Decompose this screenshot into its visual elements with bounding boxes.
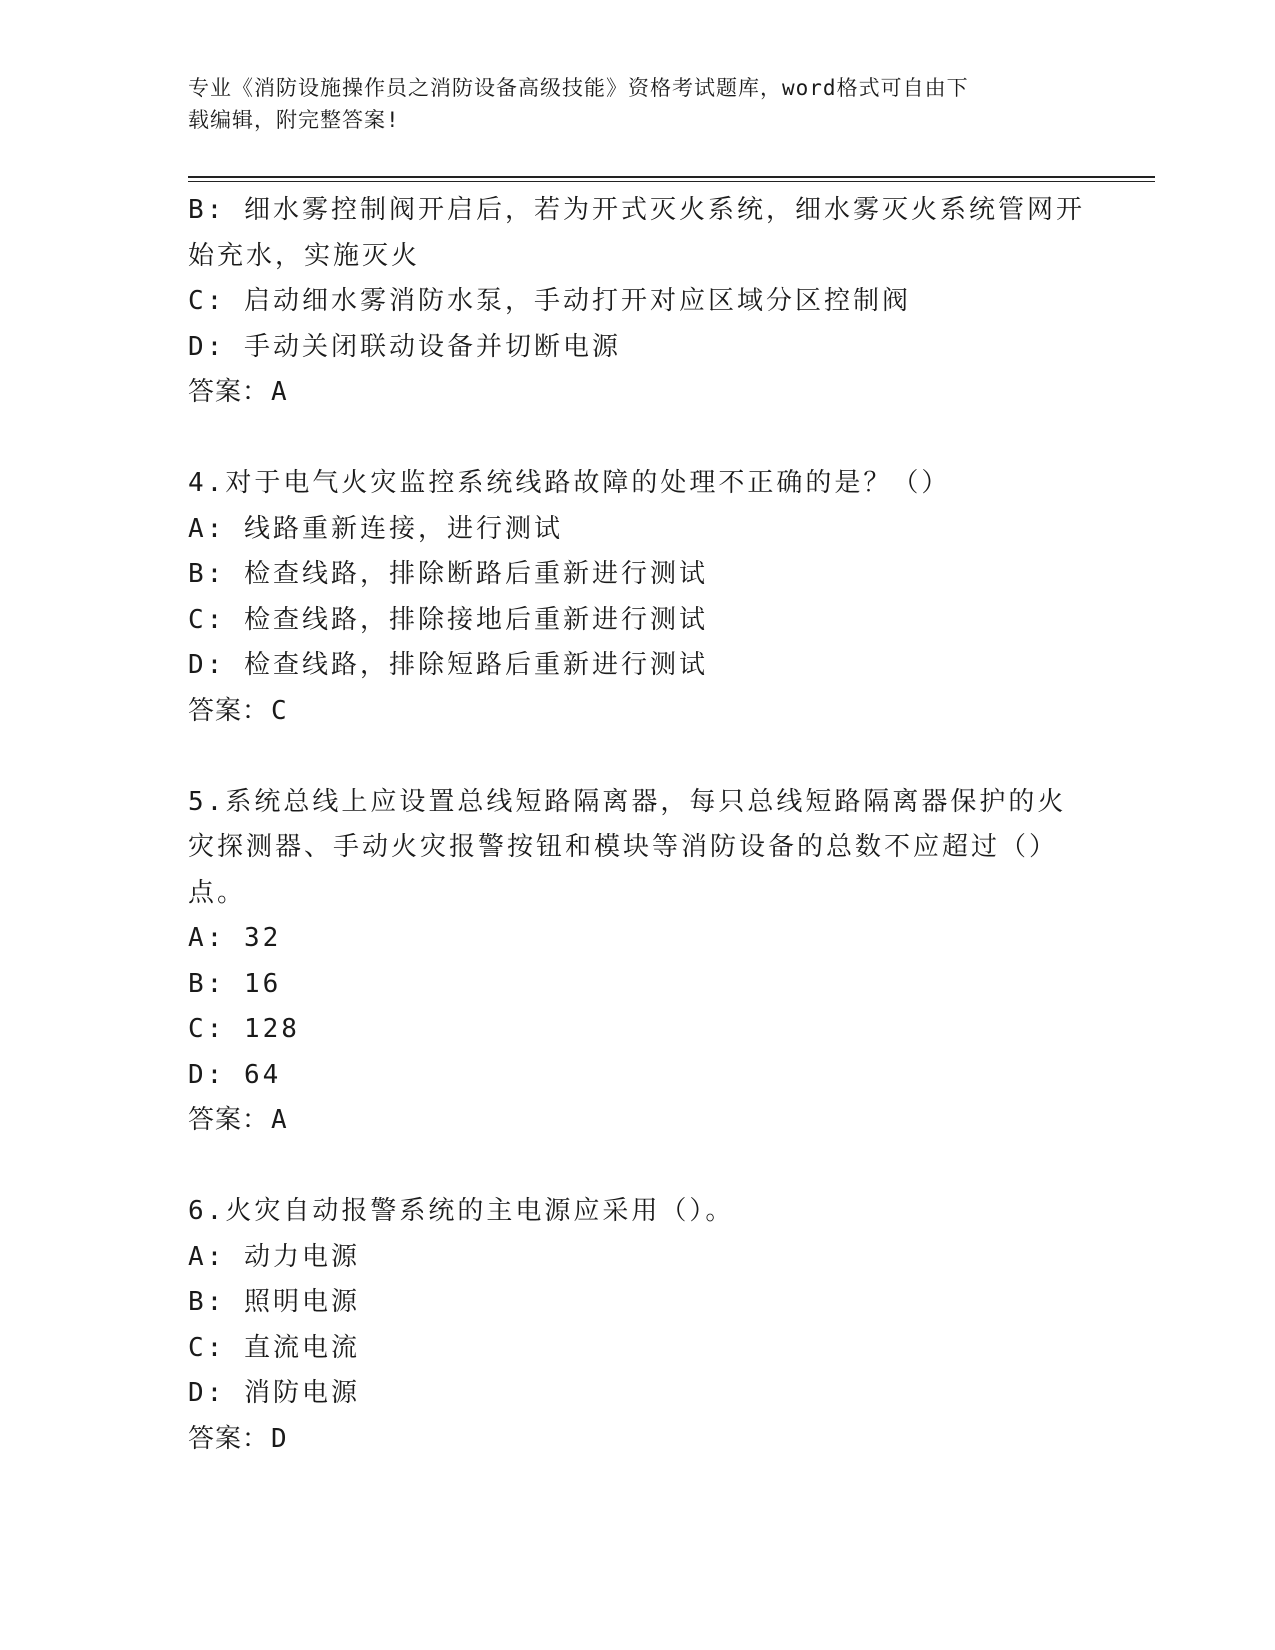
question-stem [188, 461, 1088, 507]
option-a: A: 动力电源 [188, 1241, 360, 1272]
answer-value: A [271, 377, 288, 407]
option-d: D: 检查线路，排除短路后重新进行测试 [188, 650, 708, 680]
question-text: 火灾自动报警系统的主电源应采用（）。 [225, 1196, 735, 1226]
question-stem [188, 1189, 1088, 1235]
option-c: C: 直流电流 [188, 1332, 360, 1363]
answer-label: 答案： [188, 695, 270, 726]
option-b: B: 照明电源 [188, 1287, 360, 1317]
question-text: 对于电气火灾监控系统线路故障的处理不正确的是？（） [225, 468, 951, 498]
question-text-line-2: 灾探测器、手动火灾报警按钮和模块等消防设备的总数不应超过（） [188, 832, 1059, 862]
option-b: B: 16 [188, 968, 282, 999]
spacer [188, 734, 1088, 780]
answer-line [188, 689, 1088, 735]
question-number: 4. [188, 468, 226, 498]
answer-line [188, 370, 1088, 416]
option-d: D: 消防电源 [188, 1378, 360, 1408]
spacer [188, 1144, 1088, 1190]
answer-value: A [271, 1105, 288, 1135]
option-b: B: 检查线路，排除断路后重新进行测试 [188, 559, 708, 589]
question-block-5 [188, 780, 1088, 1144]
header-divider-thin [188, 181, 1155, 182]
option-d: D: 手动关闭联动设备并切断电源 [188, 331, 621, 362]
answer-line [188, 1098, 1088, 1144]
answer-label: 答案： [188, 1423, 270, 1454]
option-b-continued: 始充水，实施灭火 [188, 240, 421, 271]
answer-label: 答案： [188, 377, 270, 407]
question-number: 6. [188, 1196, 226, 1226]
answer-line [188, 1417, 1088, 1463]
answer-value: C [271, 695, 288, 726]
question-text-line-1: 系统总线上应设置总线短路隔离器，每只总线短路隔离器保护的火 [225, 786, 1067, 817]
header-line-1: 专业《消防设施操作员之消防设备高级技能》资格考试题库，word格式可自由下 [188, 76, 969, 100]
document-header [188, 72, 1088, 136]
question-block-6 [188, 1189, 1088, 1462]
question-block-4 [188, 461, 1088, 734]
answer-value: D [271, 1423, 288, 1454]
option-a: A: 线路重新连接，进行测试 [188, 513, 563, 544]
option-c: C: 128 [188, 1014, 300, 1044]
header-divider-thick [188, 176, 1155, 178]
option-c: C: 启动细水雾消防水泵，手动打开对应区域分区控制阀 [188, 286, 911, 316]
question-list [188, 188, 1088, 1462]
header-line-2: 载编辑，附完整答案! [188, 108, 400, 132]
option-d: D: 64 [188, 1059, 282, 1090]
option-b: B: 细水雾控制阀开启后，若为开式灭火系统，细水雾灭火系统管网开 [188, 195, 1085, 225]
option-a: A: 32 [188, 923, 282, 953]
question-block-3 [188, 188, 1088, 416]
question-text-line-3: 点。 [188, 877, 247, 908]
option-c: C: 检查线路，排除接地后重新进行测试 [188, 604, 708, 635]
answer-label: 答案： [188, 1105, 270, 1135]
question-stem [188, 780, 1088, 826]
question-number: 5. [188, 786, 226, 817]
spacer [188, 416, 1088, 462]
